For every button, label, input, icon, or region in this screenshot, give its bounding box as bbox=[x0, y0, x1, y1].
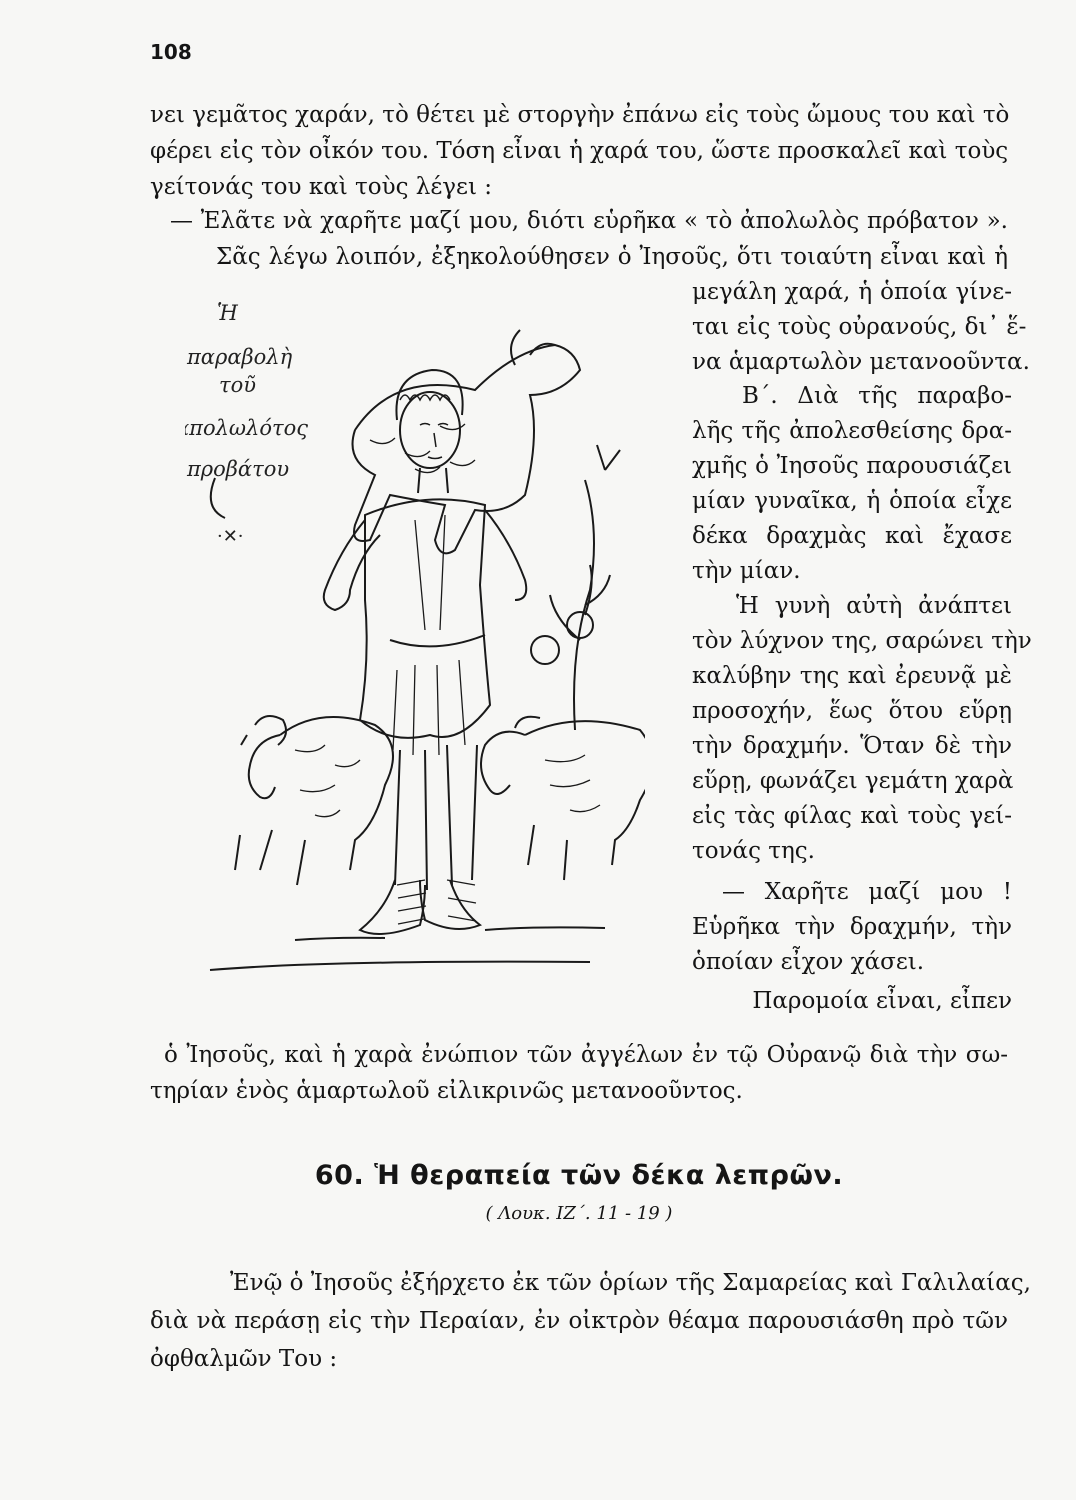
text-line: να ἁμαρτωλὸν μετανοοῦντα. bbox=[692, 349, 1030, 375]
text-line: ται εἰς τοὺς οὐρανούς, δι᾽ ἕ- bbox=[692, 314, 1027, 340]
text-line: καλύβην της καὶ ἐρευνᾷ μὲ bbox=[692, 663, 1012, 689]
text-line: γείτονάς του καὶ τοὺς λέγει : bbox=[150, 174, 493, 200]
text-line: τὸν λύχνον της, σαρώνει τὴν bbox=[692, 628, 1032, 654]
text-line: εἰς τὰς φίλας καὶ τοὺς γεί- bbox=[692, 803, 1012, 829]
text-line: διὰ νὰ περάσῃ εἰς τὴν Περαίαν, ἐν οἰκτρὸν θέαμα παρουσιάσθη πρὸ τῶν bbox=[150, 1308, 1008, 1334]
text-line: Ἡ γυνὴ αὐτὴ ἀνάπτει bbox=[736, 593, 1012, 619]
caption-word: ἀπολωλότος bbox=[185, 416, 309, 440]
text-line: τηρίαν ἑνὸς ἁμαρτωλοῦ εἰλικρινῶς μετανοοῦντος. bbox=[150, 1078, 743, 1104]
caption-word: παραβολὴ bbox=[187, 345, 293, 369]
text-line: ὁ Ἰησοῦς, καὶ ἡ χαρὰ ἐνώπιον τῶν ἀγγέλων ἐν τῷ Οὐρανῷ διὰ τὴν σω- bbox=[164, 1042, 1008, 1068]
tree bbox=[531, 445, 620, 730]
text-line: χμῆς ὁ Ἰησοῦς παρουσιάζει bbox=[692, 453, 1012, 479]
text-line: δέκα δραχμὰς καὶ ἔχασε bbox=[692, 523, 1012, 549]
lost-sheep bbox=[353, 330, 581, 553]
text-line: προσοχήν, ἕως ὅτου εὕρῃ bbox=[692, 698, 1012, 724]
text-line: εὕρῃ, φωνάζει γεμάτη χαρὰ bbox=[692, 768, 1014, 794]
text-line: — Χαρῆτε μαζί μου ! bbox=[722, 879, 1012, 905]
caption-word: Ἡ bbox=[217, 301, 238, 325]
text-line: Παρομοία εἶναι, εἶπεν bbox=[752, 988, 1012, 1014]
text-line: ὀφθαλμῶν Του : bbox=[150, 1346, 338, 1372]
text-line: νει γεμᾶτος χαράν, τὸ θέτει μὲ στοργὴν ἐπάνω εἰς τοὺς ὤμους του καὶ τὸ bbox=[150, 102, 1010, 128]
text-line: Β΄. Διὰ τῆς παραβο- bbox=[742, 383, 1012, 409]
text-line: φέρει εἰς τὸν οἶκόν του. Τόση εἶναι ἡ χαρά του, ὥστε προσκαλεῖ καὶ τοὺς bbox=[150, 138, 1009, 164]
page-number: 108 bbox=[150, 40, 192, 64]
caption-handwriting bbox=[185, 301, 308, 481]
text-line: ὁποίαν εἶχον χάσει. bbox=[692, 949, 925, 975]
svg-text:·✕·: ·✕· bbox=[217, 526, 244, 547]
caption-word: προβάτου bbox=[187, 457, 290, 481]
good-shepherd-illustration bbox=[185, 280, 645, 1000]
left-sheep bbox=[235, 716, 393, 885]
text-line: τονάς της. bbox=[692, 838, 815, 864]
text-line: τὴν δραχμήν. Ὅταν δὲ τὴν bbox=[692, 733, 1012, 759]
text-line: Εὑρῆκα τὴν δραχμήν, τὴν bbox=[692, 914, 1012, 940]
right-sheep bbox=[481, 717, 645, 880]
scripture-reference: ( Λουκ. ΙΖ΄. 11 - 19 ) bbox=[485, 1203, 673, 1224]
section-heading: 60. Ἡ θεραπεία τῶν δέκα λεπρῶν. bbox=[314, 1160, 844, 1191]
text-line: Σᾶς λέγω λοιπόν, ἐξηκολούθησεν ὁ Ἰησοῦς, ὅτι τοιαύτη εἶναι καὶ ἡ bbox=[216, 244, 1008, 270]
text-line: λῆς τῆς ἀπολεσθείσης δρα- bbox=[692, 418, 1012, 444]
text-line: τὴν μίαν. bbox=[692, 558, 801, 584]
text-line: — Ἐλᾶτε νὰ χαρῆτε μαζί μου, διότι εὑρῆκα « τὸ ἀπολωλὸς πρόβατον ». bbox=[170, 208, 1008, 234]
text-line: μίαν γυναῖκα, ἡ ὁποία εἶχε bbox=[692, 488, 1012, 514]
caption-word: τοῦ bbox=[219, 373, 257, 397]
text-line: Ἐνῷ ὁ Ἰησοῦς ἐξήρχετο ἐκ τῶν ὁρίων τῆς Σαμαρείας καὶ Γαλιλαίας, bbox=[230, 1270, 1031, 1296]
text-line: μεγάλη χαρά, ἡ ὁποία γίνε- bbox=[692, 279, 1012, 305]
